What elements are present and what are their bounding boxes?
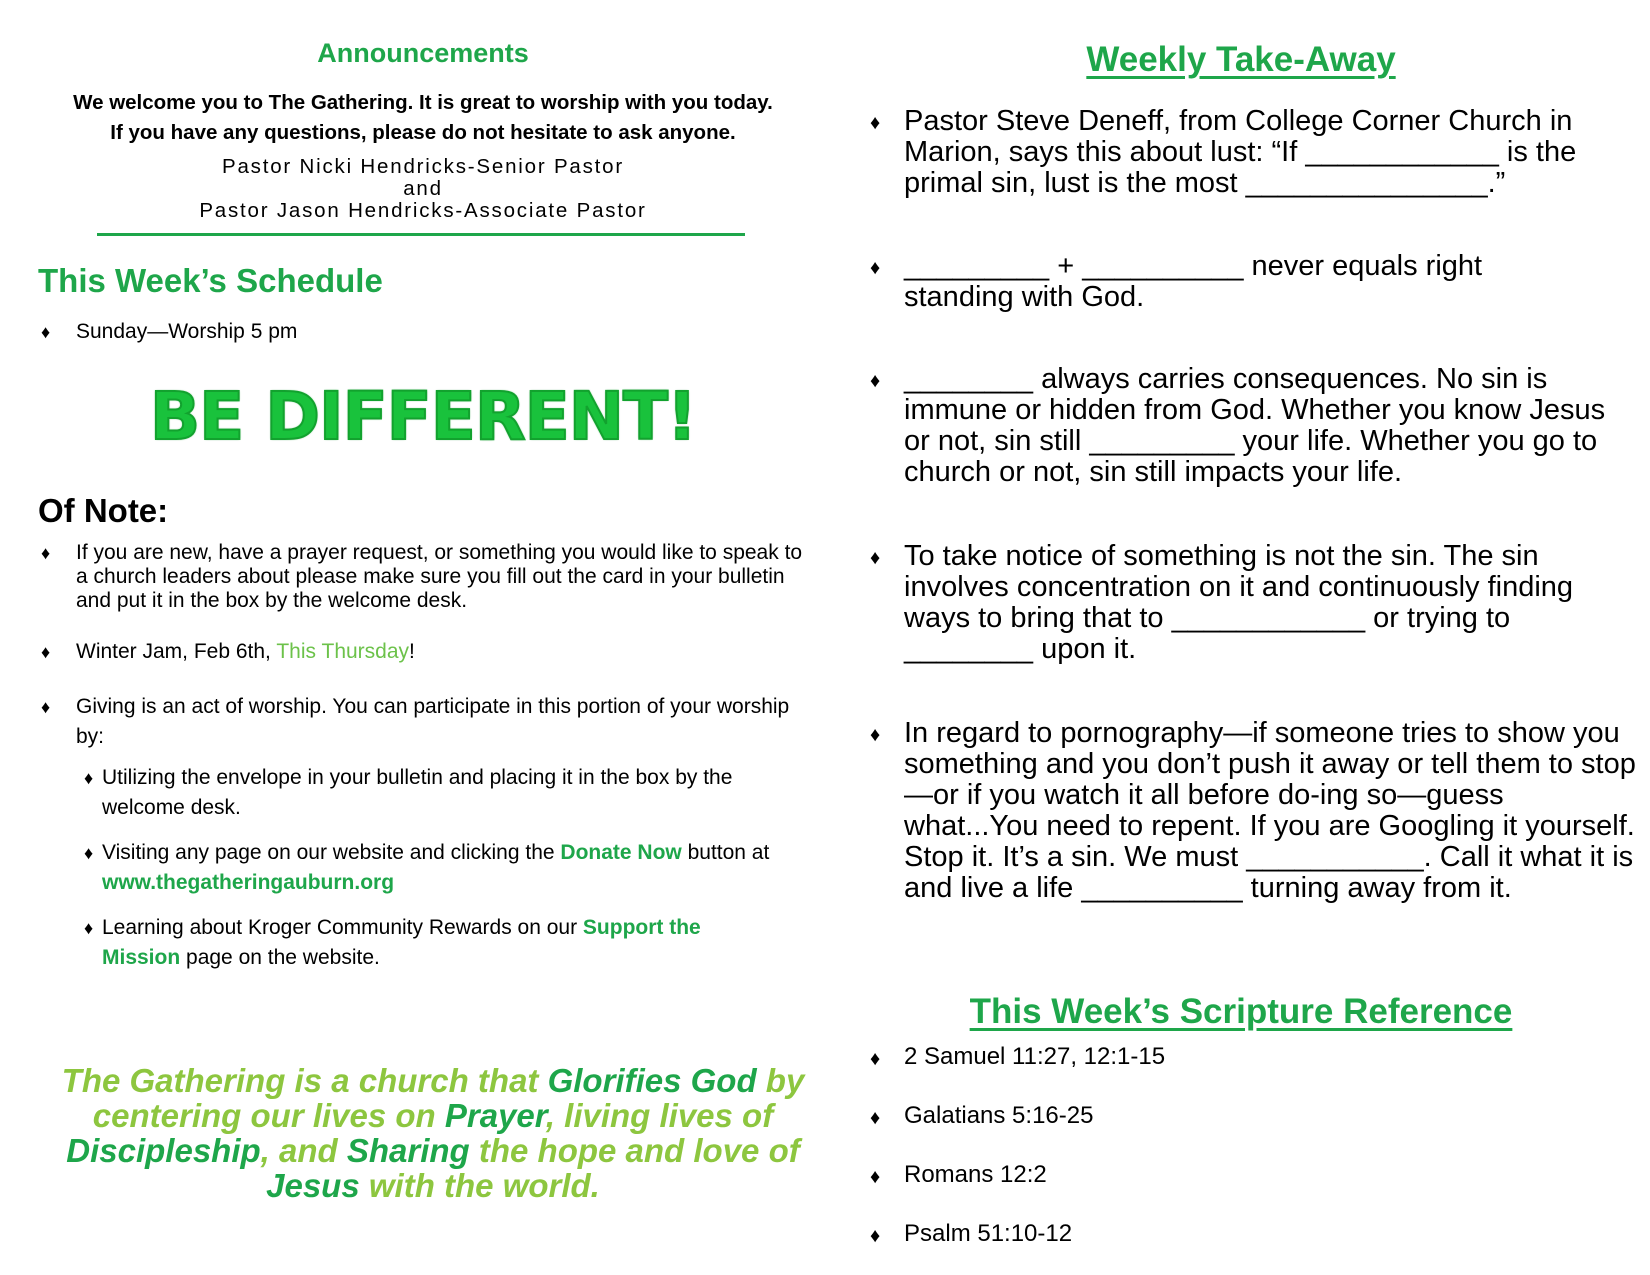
diamond-bullet-icon: ♦: [84, 918, 94, 938]
takeaway-item-text: ________ always carries consequences. No sin is immune or hidden from God. Whether you know Jesus or not, sin still _________ your life. Whether you go to church or not, sin still impacts your life.: [904, 363, 1606, 488]
takeaway-item-text: Pastor Steve Deneff, from College Corner Church in Marion, says this about lust: “If ____________ is the primal sin, lust is the most _______________.”: [904, 105, 1577, 199]
mission-keyword: Sharing: [346, 1132, 470, 1169]
diamond-bullet-icon: ♦: [870, 112, 881, 134]
diamond-bullet-icon: ♦: [870, 1225, 881, 1247]
website-option-mid: button at: [681, 841, 770, 864]
associate-pastor: Pastor Jason Hendricks-Associate Pastor: [199, 199, 647, 222]
website-option-prefix: Visiting any page on our website and clicking the: [102, 841, 561, 864]
giving-option-text: [102, 838, 784, 898]
diamond-bullet-icon: ♦: [870, 547, 881, 569]
mission-text: with the world.: [359, 1167, 600, 1204]
diamond-bullet-icon: ♦: [41, 697, 51, 717]
mission-text: , and: [260, 1132, 347, 1169]
welcome-line-2: If you have any questions, please do not hesitate to ask anyone.: [110, 121, 736, 144]
website-url-link[interactable]: www.thegatheringauburn.org: [102, 871, 395, 894]
note-item-text: [76, 640, 808, 664]
announcements-title: Announcements: [317, 38, 529, 68]
announcements-divider: [97, 233, 745, 236]
takeaway-item-text: To take notice of something is not the sin. The sin involves concentration on it and continuously finding ways to bring that to ____________ or trying to ________ upon it.: [904, 540, 1574, 665]
diamond-bullet-icon: ♦: [84, 843, 94, 863]
scripture-item-text: Galatians 5:16-25: [904, 1102, 1094, 1129]
diamond-bullet-icon: ♦: [41, 322, 51, 342]
scripture-item-text: 2 Samuel 11:27, 12:1-15: [904, 1043, 1166, 1070]
winter-jam-suffix: !: [409, 640, 415, 663]
of-note-title: Of Note:: [38, 492, 169, 529]
diamond-bullet-icon: ♦: [41, 642, 51, 662]
mission-text: by centering our lives on: [92, 1062, 805, 1134]
be-different-banner: BE DIFFERENT!: [149, 378, 697, 455]
takeaway-item-text: In regard to pornography—if someone tries to show you something and you don’t push it away or tell them to stop—or if you watch it all before do-ing so—guess what...You need to repent. If you are Googling it yourself. Stop it. It’s a sin. We must ___________. Call it what it is and live a life __________ turning away from it.: [904, 717, 1636, 904]
this-thursday-highlight: This Thursday: [276, 640, 410, 663]
mission-keyword: Discipleship: [66, 1132, 261, 1169]
senior-pastor: Pastor Nicki Hendricks-Senior Pastor: [221, 155, 625, 178]
mission-text: , living lives of: [545, 1097, 774, 1134]
giving-option-text: [102, 913, 784, 973]
mission-keyword: Prayer: [444, 1097, 546, 1134]
diamond-bullet-icon: ♦: [41, 543, 51, 563]
schedule-item-text: Sunday—Worship 5 pm: [76, 320, 298, 343]
diamond-bullet-icon: ♦: [84, 768, 94, 788]
pastors-and: and: [403, 177, 443, 200]
kroger-option-suffix: page on the website.: [180, 946, 380, 969]
support-the-mission-link[interactable]: Support the Mission: [102, 916, 701, 969]
diamond-bullet-icon: ♦: [870, 1048, 881, 1070]
mission-text: the hope and love of: [469, 1132, 800, 1169]
mission-keyword: Jesus: [266, 1167, 360, 1204]
mission-keyword: Glorifies God: [547, 1062, 757, 1099]
giving-option-text: Utilizing the envelope in your bulletin and placing it in the box by the welcome desk.: [102, 766, 733, 819]
welcome-message: [38, 88, 808, 148]
takeaway-title: Weekly Take-Away: [1086, 40, 1396, 79]
kroger-option-prefix: Learning about Kroger Community Rewards on our: [102, 916, 583, 939]
diamond-bullet-icon: ♦: [870, 1166, 881, 1188]
diamond-bullet-icon: ♦: [870, 257, 881, 279]
scripture-item-text: Psalm 51:10-12: [904, 1220, 1073, 1247]
donate-now-link[interactable]: Donate Now: [560, 841, 682, 864]
scripture-item-text: Romans 12:2: [904, 1161, 1047, 1188]
note-item-text: If you are new, have a prayer request, or something you would like to speak to a church leaders about please make sure you fill out the card in your bulletin and put it in the box by the welcome desk.: [76, 541, 803, 612]
welcome-line-1: We welcome you to The Gathering. It is great to worship with you today.: [73, 91, 773, 114]
mission-statement: [38, 1063, 828, 1203]
takeaway-item-text: _________ + __________ never equals right standing with God.: [904, 250, 1483, 313]
diamond-bullet-icon: ♦: [870, 1107, 881, 1129]
winter-jam-text: Winter Jam, Feb 6th,: [76, 640, 277, 663]
diamond-bullet-icon: ♦: [870, 370, 881, 392]
mission-text: The Gathering is a church that: [61, 1062, 548, 1099]
diamond-bullet-icon: ♦: [870, 724, 881, 746]
note-item-text: Giving is an act of worship. You can participate in this portion of your worship by:: [76, 695, 790, 748]
scripture-title: This Week’s Scripture Reference: [969, 992, 1513, 1031]
schedule-title: This Week’s Schedule: [38, 262, 383, 299]
pastors-block: [38, 156, 808, 222]
